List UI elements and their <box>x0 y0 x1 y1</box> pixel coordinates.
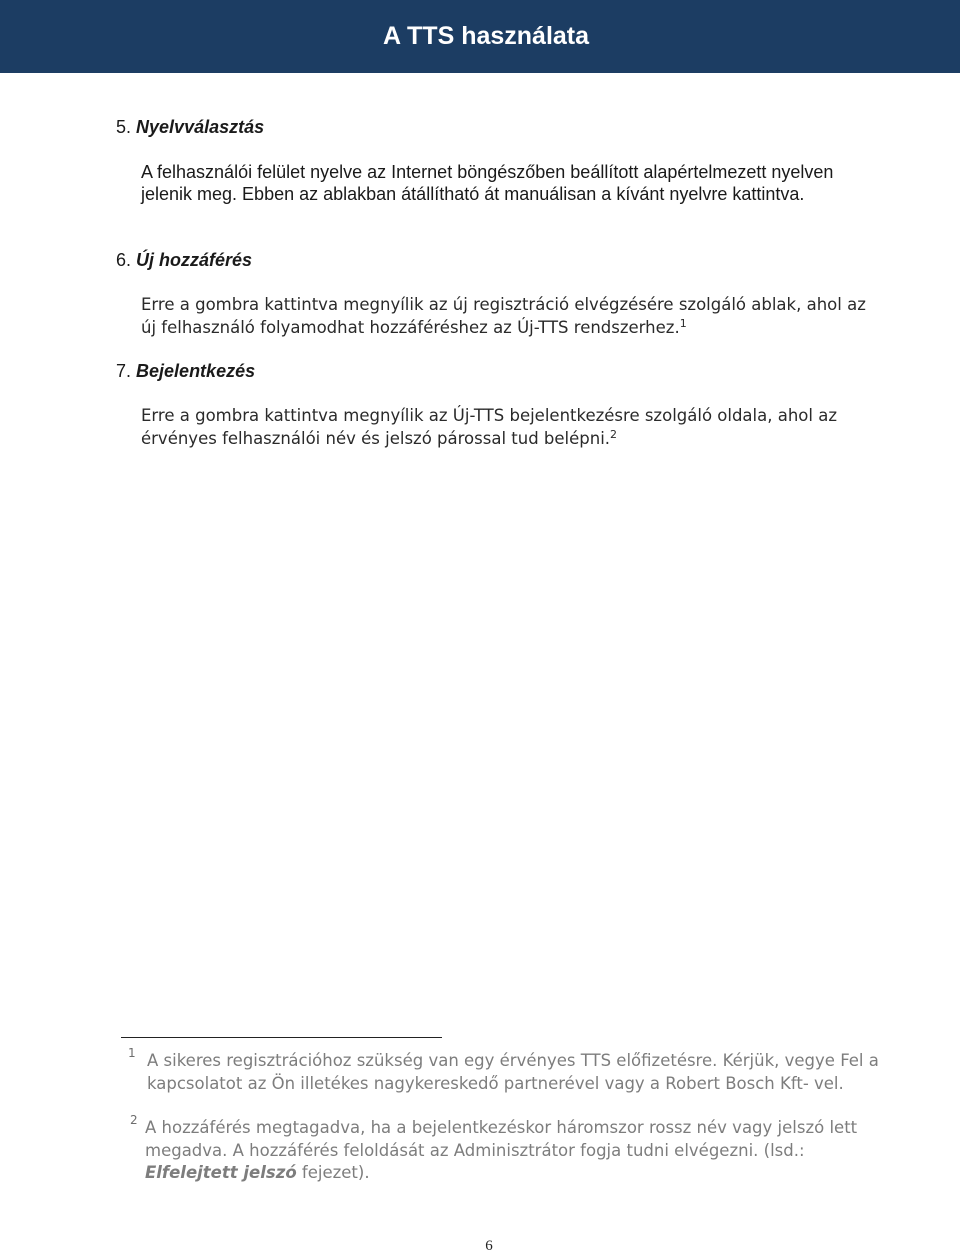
section-title: Nyelvválasztás <box>136 117 265 137</box>
section-body-language: A felhasználói felület nyelve az Internet böngészőben beállított alapértelmezett nyelven jelenik meg. Ebben az ablakban átállítható át manuálisan a kívánt nyelvre kattintva. <box>141 162 834 204</box>
section-number: 7. <box>116 361 132 381</box>
section-body-text: Erre a gombra kattintva megnyílik az új regisztráció elvégzésére szolgáló ablak, ahol az új felhasználó folyamodhat hozzáféréshez az Új-TTS rendszerhez. <box>141 295 866 337</box>
section-heading-new-access <box>116 250 252 271</box>
footnote-1: A sikeres regisztrációhoz szükség van egy érvényes TTS előfizetésre. Kérjük, vegye Fel a kapcsolatot az Ön illetékes nagykereskedő partnerével vagy a Robert Bosch Kft- vel. <box>147 1051 879 1093</box>
section-number: 5. <box>116 117 132 137</box>
footnote-2 <box>145 1117 880 1185</box>
page-title: A TTS használata <box>382 22 590 50</box>
section-body-new-access <box>141 293 876 339</box>
footnote-marker-2: 2 <box>130 1113 138 1127</box>
section-heading-login <box>116 361 255 382</box>
section-title: Bejelentkezés <box>136 361 256 381</box>
section-number: 6. <box>116 250 132 270</box>
footnote-text-end: fejezet). <box>296 1163 370 1182</box>
section-body-text: Erre a gombra kattintva megnyílik az Új-TTS bejelentkezésre szolgáló oldala, ahol az érvényes felhasználói név és jelszó párossal tud belépni. <box>141 406 837 448</box>
footnote-chapter-reference[interactable]: Elfelejtett jelszó <box>145 1163 297 1182</box>
footnote-separator <box>121 1037 442 1038</box>
footnote-text: A hozzáférés megtagadva, ha a bejelentkezéskor háromszor rossz név vagy jelszó lett megadva. A hozzáférés feloldását az Adminisztrátor fogja tudni elvégezni. (lsd.: <box>145 1118 858 1160</box>
section-body-login <box>141 404 876 450</box>
section-heading-language <box>116 117 264 138</box>
footnote-marker-1: 1 <box>128 1046 136 1060</box>
page-number: 6 <box>485 1238 493 1254</box>
section-title: Új hozzáférés <box>136 250 253 270</box>
footnote-ref-1[interactable]: 1 <box>679 317 687 330</box>
footnote-ref-2[interactable]: 2 <box>610 428 618 441</box>
